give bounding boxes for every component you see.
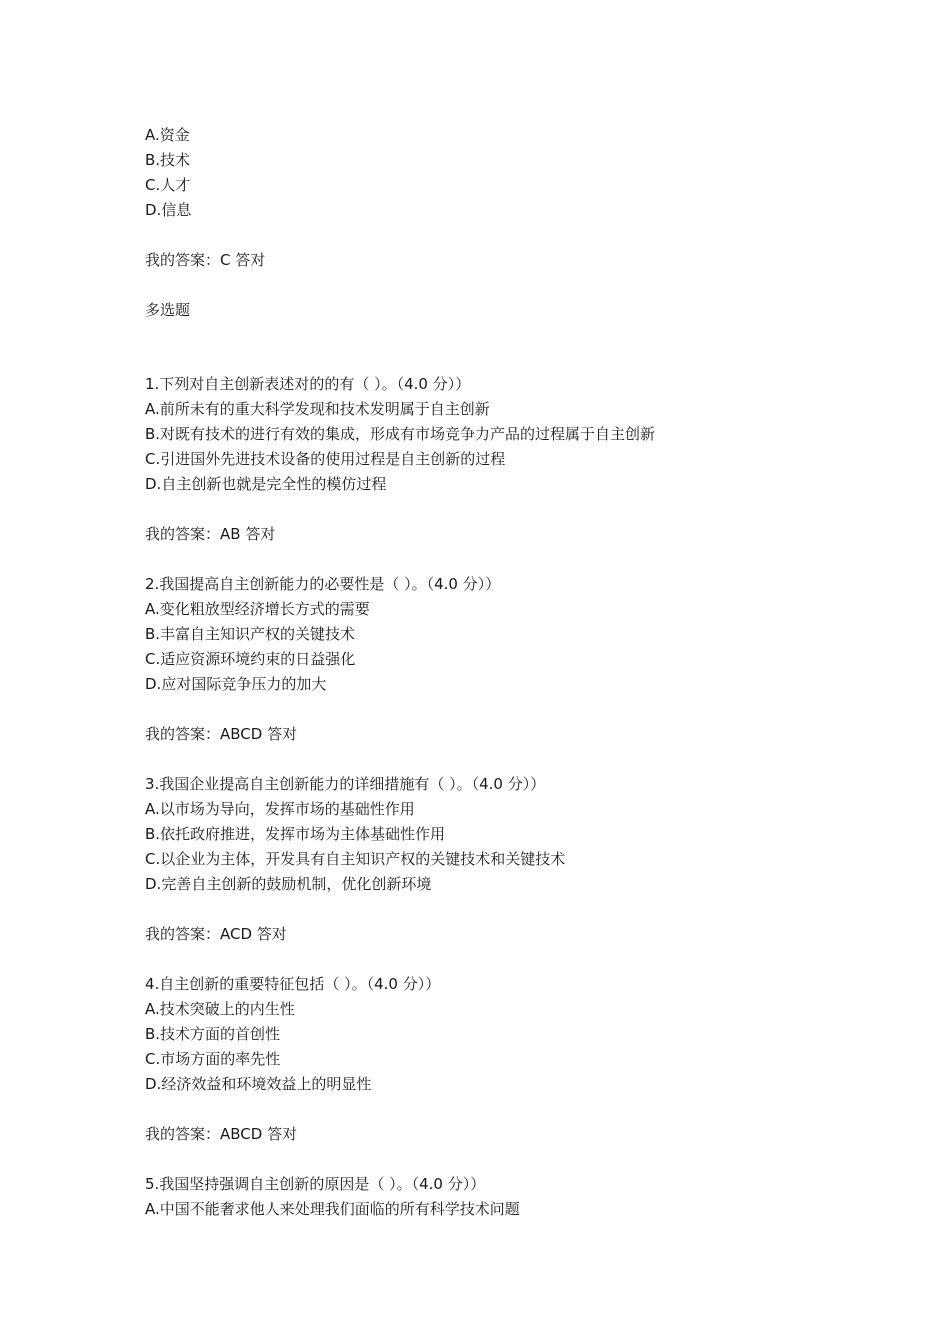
section-title: 多选题 bbox=[145, 301, 191, 319]
option-c: C.人才 bbox=[145, 176, 191, 194]
option-b: B.丰富自主知识产权的关键技术 bbox=[145, 625, 356, 643]
option-c: C.市场方面的率先性 bbox=[145, 1050, 281, 1068]
option-c: C.适应资源环境约束的日益强化 bbox=[145, 650, 356, 668]
prev-question-options bbox=[145, 123, 905, 223]
document-page bbox=[145, 123, 905, 1222]
question-3 bbox=[145, 772, 905, 947]
option-a: A.资金 bbox=[145, 126, 190, 144]
my-answer: 我的答案：ACD 答对 bbox=[145, 925, 287, 943]
question-stem: 2.我国提高自主创新能力的必要性是（ ）。（4.0 分）） bbox=[145, 575, 501, 593]
my-answer: 我的答案：ABCD 答对 bbox=[145, 1125, 298, 1143]
question-stem: 5.我国坚持强调自主创新的原因是（ ）。（4.0 分）） bbox=[145, 1175, 486, 1193]
option-a: A.中国不能奢求他人来处理我们面临的所有科学技术问题 bbox=[145, 1200, 520, 1218]
question-4 bbox=[145, 972, 905, 1147]
my-answer: 我的答案：AB 答对 bbox=[145, 525, 276, 543]
option-a: A.前所未有的重大科学发现和技术发明属于自主创新 bbox=[145, 400, 490, 418]
question-1 bbox=[145, 372, 905, 547]
option-a: A.技术突破上的内生性 bbox=[145, 1000, 295, 1018]
question-stem: 1.下列对自主创新表述对的的有（ ）。（4.0 分）） bbox=[145, 375, 471, 393]
question-stem: 4.自主创新的重要特征包括（ ）。（4.0 分）） bbox=[145, 975, 441, 993]
question-2 bbox=[145, 572, 905, 747]
option-c: C.以企业为主体，开发具有自主知识产权的关键技术和关键技术 bbox=[145, 850, 566, 868]
option-b: B.依托政府推进，发挥市场为主体基础性作用 bbox=[145, 825, 446, 843]
question-5 bbox=[145, 1172, 905, 1222]
option-d: D.完善自主创新的鼓励机制，优化创新环境 bbox=[145, 875, 432, 893]
option-b: B.技术 bbox=[145, 151, 191, 169]
my-answer: 我的答案：C 答对 bbox=[145, 251, 266, 269]
question-stem: 3.我国企业提高自主创新能力的详细措施有（ ）。（4.0 分）） bbox=[145, 775, 546, 793]
option-b: B.技术方面的首创性 bbox=[145, 1025, 281, 1043]
option-d: D.信息 bbox=[145, 201, 192, 219]
option-d: D.经济效益和环境效益上的明显性 bbox=[145, 1075, 372, 1093]
option-d: D.应对国际竞争压力的加大 bbox=[145, 675, 327, 693]
option-a: A.变化粗放型经济增长方式的需要 bbox=[145, 600, 370, 618]
option-a: A.以市场为导向，发挥市场的基础性作用 bbox=[145, 800, 415, 818]
option-b: B.对既有技术的进行有效的集成，形成有市场竞争力产品的过程属于自主创新 bbox=[145, 425, 656, 443]
my-answer: 我的答案：ABCD 答对 bbox=[145, 725, 298, 743]
option-d: D.自主创新也就是完全性的模仿过程 bbox=[145, 475, 387, 493]
option-c: C.引进国外先进技术设备的使用过程是自主创新的过程 bbox=[145, 450, 506, 468]
